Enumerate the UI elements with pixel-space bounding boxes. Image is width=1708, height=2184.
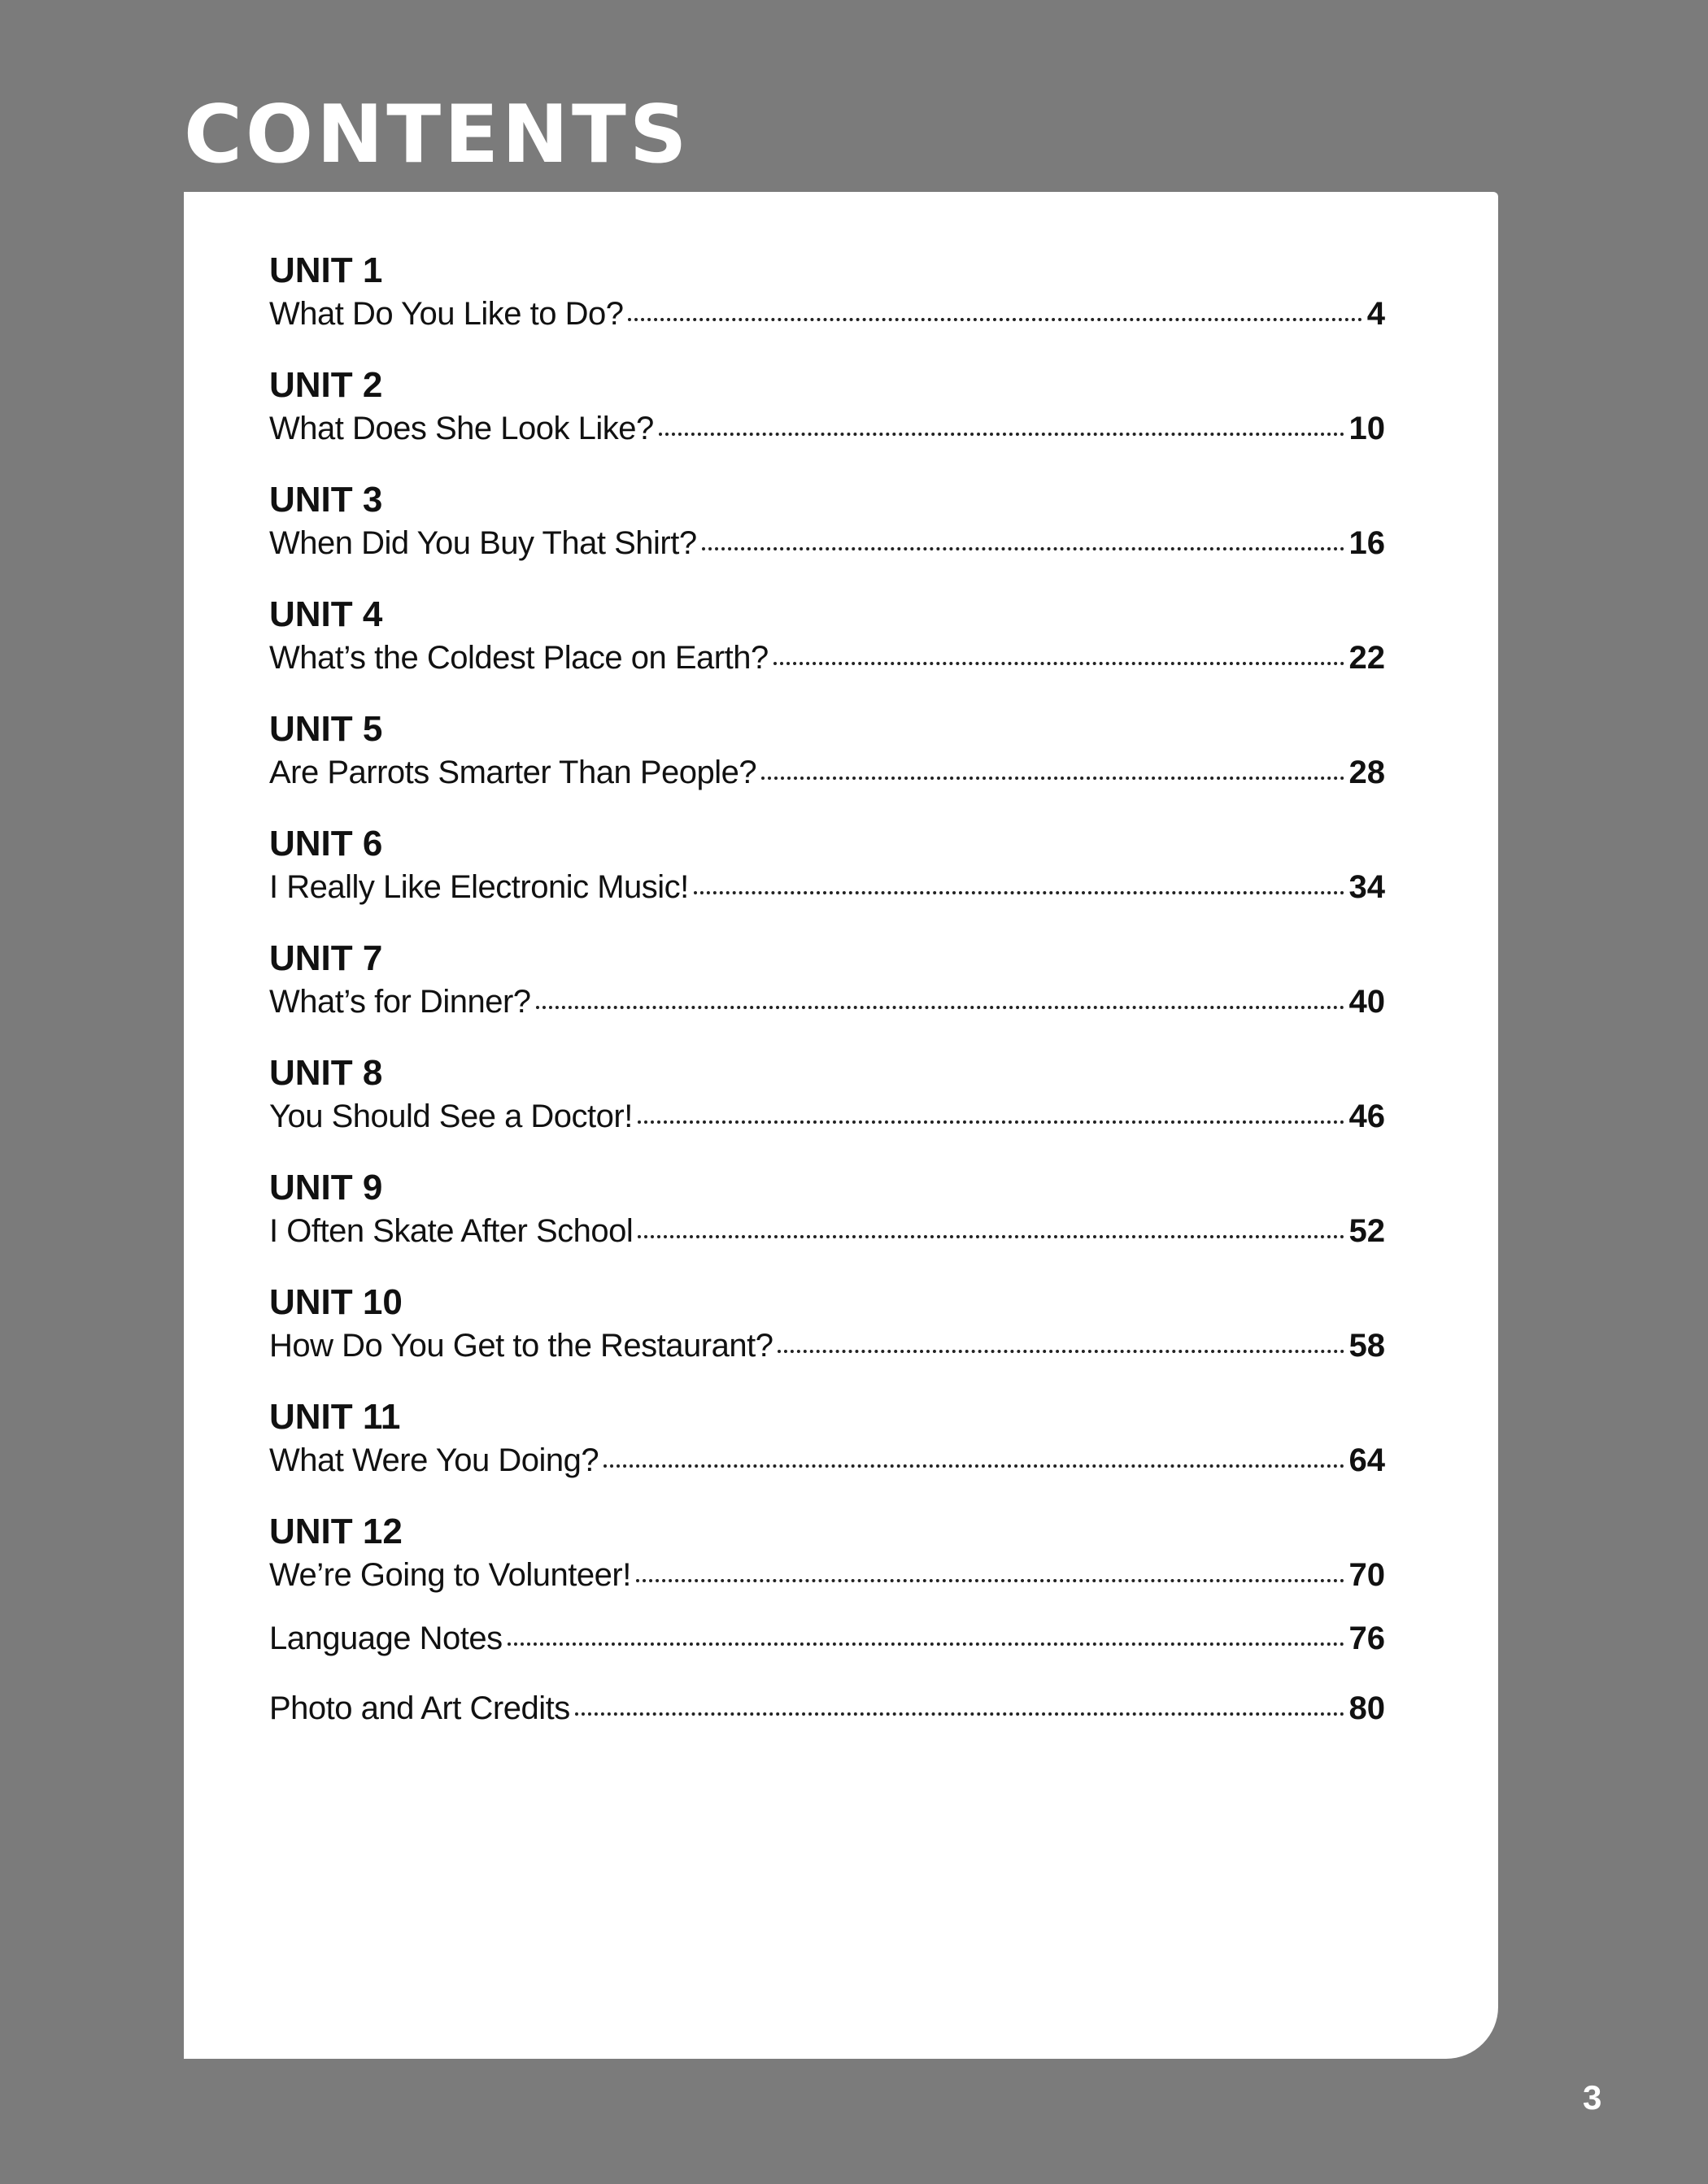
unit-title: What’s for Dinner? xyxy=(269,984,531,1020)
toc-line xyxy=(269,1325,1385,1367)
toc-entry-language-notes[interactable] xyxy=(269,1616,1385,1686)
unit-title: I Often Skate After School xyxy=(269,1213,634,1249)
toc-line xyxy=(269,751,1385,794)
page-ref: 10 xyxy=(1349,411,1385,446)
toc-entry-unit-10[interactable] xyxy=(269,1281,1385,1395)
unit-heading: UNIT 8 xyxy=(269,1053,383,1093)
toc-entry-unit-6[interactable] xyxy=(269,822,1385,937)
unit-title: We’re Going to Volunteer! xyxy=(269,1557,631,1593)
dot-leader xyxy=(603,1464,1344,1468)
unit-title: What’s the Coldest Place on Earth? xyxy=(269,640,769,676)
toc-line xyxy=(269,866,1385,908)
page-title: CONTENTS xyxy=(184,89,691,181)
page-ref: 4 xyxy=(1366,296,1385,332)
unit-heading: UNIT 10 xyxy=(269,1282,403,1322)
unit-heading: UNIT 11 xyxy=(269,1397,401,1437)
toc-entry-unit-3[interactable] xyxy=(269,478,1385,593)
unit-heading: UNIT 3 xyxy=(269,480,383,520)
page-number: 3 xyxy=(1583,2078,1602,2117)
dot-leader xyxy=(778,1350,1344,1353)
toc-line xyxy=(269,407,1385,450)
toc-entry-unit-2[interactable] xyxy=(269,363,1385,478)
unit-heading: UNIT 12 xyxy=(269,1512,403,1551)
unit-title: I Really Like Electronic Music! xyxy=(269,869,689,905)
page-ref: 80 xyxy=(1349,1690,1385,1726)
unit-title: Are Parrots Smarter Than People? xyxy=(269,755,757,790)
unit-title: What Does She Look Like? xyxy=(269,411,654,446)
contents-panel xyxy=(184,192,1498,2059)
page-ref: 34 xyxy=(1349,869,1385,905)
section-title: Photo and Art Credits xyxy=(269,1690,570,1726)
dot-leader xyxy=(702,547,1344,550)
toc-entry-unit-5[interactable] xyxy=(269,707,1385,822)
unit-heading: UNIT 7 xyxy=(269,938,383,978)
dot-leader xyxy=(508,1642,1344,1646)
unit-heading: UNIT 6 xyxy=(269,824,383,864)
section-title: Language Notes xyxy=(269,1621,503,1656)
toc-list xyxy=(269,249,1385,1755)
unit-heading: UNIT 4 xyxy=(269,594,383,634)
page-ref: 58 xyxy=(1349,1328,1385,1364)
dot-leader xyxy=(628,318,1362,321)
toc-line xyxy=(269,981,1385,1023)
toc-line xyxy=(269,1687,1385,1729)
toc-line xyxy=(269,522,1385,564)
toc-entry-unit-4[interactable] xyxy=(269,593,1385,707)
toc-entry-unit-11[interactable] xyxy=(269,1395,1385,1510)
page-ref: 52 xyxy=(1349,1213,1385,1249)
toc-entry-unit-12[interactable] xyxy=(269,1510,1385,1616)
page-ref: 16 xyxy=(1349,525,1385,561)
page-ref: 76 xyxy=(1349,1621,1385,1656)
page-ref: 46 xyxy=(1349,1099,1385,1134)
dot-leader xyxy=(659,433,1344,436)
page-ref: 70 xyxy=(1349,1557,1385,1593)
dot-leader xyxy=(694,891,1344,894)
toc-line xyxy=(269,637,1385,679)
dot-leader xyxy=(638,1235,1344,1238)
unit-heading: UNIT 5 xyxy=(269,709,383,749)
toc-line xyxy=(269,293,1385,335)
toc-line xyxy=(269,1554,1385,1596)
toc-line xyxy=(269,1439,1385,1481)
dot-leader xyxy=(773,662,1344,665)
unit-title: How Do You Get to the Restaurant? xyxy=(269,1328,773,1364)
dot-leader xyxy=(575,1712,1344,1716)
toc-line xyxy=(269,1617,1385,1660)
page-ref: 28 xyxy=(1349,755,1385,790)
toc-entry-unit-1[interactable] xyxy=(269,249,1385,363)
unit-title: When Did You Buy That Shirt? xyxy=(269,525,697,561)
unit-heading: UNIT 2 xyxy=(269,365,383,405)
unit-heading: UNIT 1 xyxy=(269,250,383,290)
toc-entry-photo-credits[interactable] xyxy=(269,1686,1385,1755)
unit-title: What Were You Doing? xyxy=(269,1442,599,1478)
page-ref: 40 xyxy=(1349,984,1385,1020)
dot-leader xyxy=(636,1579,1344,1582)
toc-entry-unit-8[interactable] xyxy=(269,1051,1385,1166)
page-ref: 22 xyxy=(1349,640,1385,676)
toc-entry-unit-7[interactable] xyxy=(269,937,1385,1051)
unit-heading: UNIT 9 xyxy=(269,1168,383,1207)
toc-line xyxy=(269,1095,1385,1138)
dot-leader xyxy=(638,1120,1344,1124)
unit-title: You Should See a Doctor! xyxy=(269,1099,633,1134)
toc-entry-unit-9[interactable] xyxy=(269,1166,1385,1281)
unit-title: What Do You Like to Do? xyxy=(269,296,624,332)
page-ref: 64 xyxy=(1349,1442,1385,1478)
toc-line xyxy=(269,1210,1385,1252)
dot-leader xyxy=(536,1006,1344,1009)
dot-leader xyxy=(761,777,1344,780)
